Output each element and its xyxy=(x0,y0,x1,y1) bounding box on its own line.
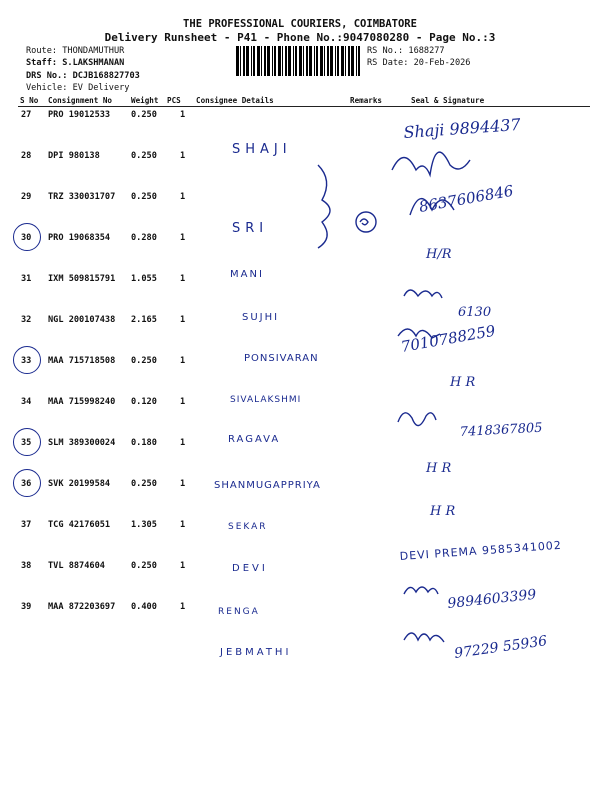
drs-label: DRS No.: DCJB168827703 xyxy=(26,71,140,81)
row-sno: 37 xyxy=(21,520,32,530)
vehicle-label: Vehicle: EV Delivery xyxy=(26,83,130,93)
row-weight: 0.250 xyxy=(131,192,157,202)
row-weight: 0.180 xyxy=(131,438,157,448)
consignee-handwriting: JEBMATHI xyxy=(220,647,292,658)
row-weight: 2.165 xyxy=(131,315,157,325)
consignee-handwriting: PONSIVARAN xyxy=(244,353,319,364)
row-pcs: 1 xyxy=(180,274,186,284)
signature-text: H R xyxy=(426,461,452,476)
row-weight: 0.250 xyxy=(131,479,157,489)
signature-text: Shaji 9894437 xyxy=(402,114,522,142)
row-pcs: 1 xyxy=(180,520,186,530)
row-pcs: 1 xyxy=(180,315,186,325)
consignee-handwriting: SIVALAKSHMI xyxy=(230,395,302,405)
row-sno: 30 xyxy=(21,233,32,243)
col-consignment: Consignment No xyxy=(48,96,113,105)
row-consignment: SLM 389300024 xyxy=(48,438,116,448)
row-consignment: DPI 980138 xyxy=(48,151,100,161)
route-label: Route: THONDAMUTHUR xyxy=(26,46,125,56)
row-consignment: MAA 715998240 xyxy=(48,397,116,407)
row-pcs: 1 xyxy=(180,479,186,489)
row-consignment: TCG 42176051 xyxy=(48,520,111,530)
row-pcs: 1 xyxy=(180,356,186,366)
consignee-handwriting: SEKAR xyxy=(228,522,268,532)
consignee-handwriting: SHAJI xyxy=(232,142,292,157)
row-sno: 31 xyxy=(21,274,32,284)
row-weight: 0.280 xyxy=(131,233,157,243)
bracket-mark xyxy=(318,165,330,248)
rs-number: RS No.: 1688277 xyxy=(367,46,445,56)
runsheet-title: Delivery Runsheet - P41 - Phone No.:9047080280 - Page No.:3 xyxy=(104,31,496,44)
staff-label: Staff: S.LAKSHMANAN xyxy=(26,58,125,68)
row-sno: 35 xyxy=(21,438,32,448)
row-weight: 1.305 xyxy=(131,520,157,530)
row-weight: 0.250 xyxy=(131,151,157,161)
col-consignee: Consignee Details xyxy=(196,96,274,105)
col-pcs: PCS xyxy=(167,96,181,105)
consignee-handwriting: SHANMUGAPPRIYA xyxy=(214,480,321,491)
signature-text: 7418367805 xyxy=(459,420,543,440)
row-pcs: 1 xyxy=(180,438,186,448)
signature-scribble xyxy=(398,413,436,426)
row-sno: 32 xyxy=(21,315,32,325)
consignee-handwriting: SUJHI xyxy=(242,312,280,323)
row-pcs: 1 xyxy=(180,151,186,161)
row-sno: 36 xyxy=(21,479,32,489)
row-pcs: 1 xyxy=(180,561,186,571)
row-weight: 1.055 xyxy=(131,274,157,284)
signature-scribble xyxy=(404,290,442,298)
row-weight: 0.250 xyxy=(131,110,157,120)
signature-scribble xyxy=(404,587,438,594)
col-remarks: Remarks xyxy=(350,96,383,105)
row-pcs: 1 xyxy=(180,110,186,120)
row-consignment: PRO 19068354 xyxy=(48,233,111,243)
scribble-mark xyxy=(360,219,368,225)
row-consignment: SVK 20199584 xyxy=(48,479,111,489)
col-sno: S No xyxy=(20,96,39,105)
signature-text: H R xyxy=(430,504,456,519)
row-weight: 0.120 xyxy=(131,397,157,407)
row-sno: 28 xyxy=(21,151,32,161)
col-seal-signature: Seal & Signature xyxy=(411,96,485,105)
row-pcs: 1 xyxy=(180,602,186,612)
row-consignment: MAA 715718508 xyxy=(48,356,116,366)
row-sno: 38 xyxy=(21,561,32,571)
signature-text: H/R xyxy=(426,247,452,262)
consignee-handwriting: RAGAVA xyxy=(228,434,281,445)
row-consignment: PRO 19012533 xyxy=(48,110,111,120)
consignee-handwriting: SRI xyxy=(232,221,269,236)
row-consignment: NGL 200107438 xyxy=(48,315,116,325)
row-sno: 34 xyxy=(21,397,32,407)
row-consignment: TVL 8874604 xyxy=(48,561,105,571)
signature-text: 7010788259 xyxy=(399,321,497,356)
row-sno: 27 xyxy=(21,110,32,120)
row-sno: 29 xyxy=(21,192,32,202)
row-consignment: MAA 872203697 xyxy=(48,602,116,612)
row-consignment: IXM 509815791 xyxy=(48,274,116,284)
signature-scribble xyxy=(404,633,444,642)
row-weight: 0.250 xyxy=(131,356,157,366)
consignee-handwriting: DEVI xyxy=(232,563,268,574)
signature-text: 8637606846 xyxy=(417,181,515,216)
row-weight: 0.250 xyxy=(131,561,157,571)
consignee-handwriting: RENGA xyxy=(218,607,260,617)
row-pcs: 1 xyxy=(180,233,186,243)
company-title: THE PROFESSIONAL COURIERS, COIMBATORE xyxy=(183,18,417,30)
row-sno: 33 xyxy=(21,356,32,366)
row-sno: 39 xyxy=(21,602,32,612)
col-weight: Weight xyxy=(131,96,159,105)
row-weight: 0.400 xyxy=(131,602,157,612)
row-consignment: TRZ 330031707 xyxy=(48,192,116,202)
row-pcs: 1 xyxy=(180,192,186,202)
stamp-mark xyxy=(356,212,376,232)
signature-text: DEVI PREMA 9585341002 xyxy=(399,538,563,563)
consignee-handwriting: MANI xyxy=(230,269,264,280)
signature-text: 9894603399 xyxy=(446,586,538,612)
row-pcs: 1 xyxy=(180,397,186,407)
signature-text: H R xyxy=(450,375,476,390)
rs-date: RS Date: 20-Feb-2026 xyxy=(367,58,471,68)
signature-text: 97229 55936 xyxy=(453,633,549,662)
signature-text: 6130 xyxy=(458,305,492,320)
